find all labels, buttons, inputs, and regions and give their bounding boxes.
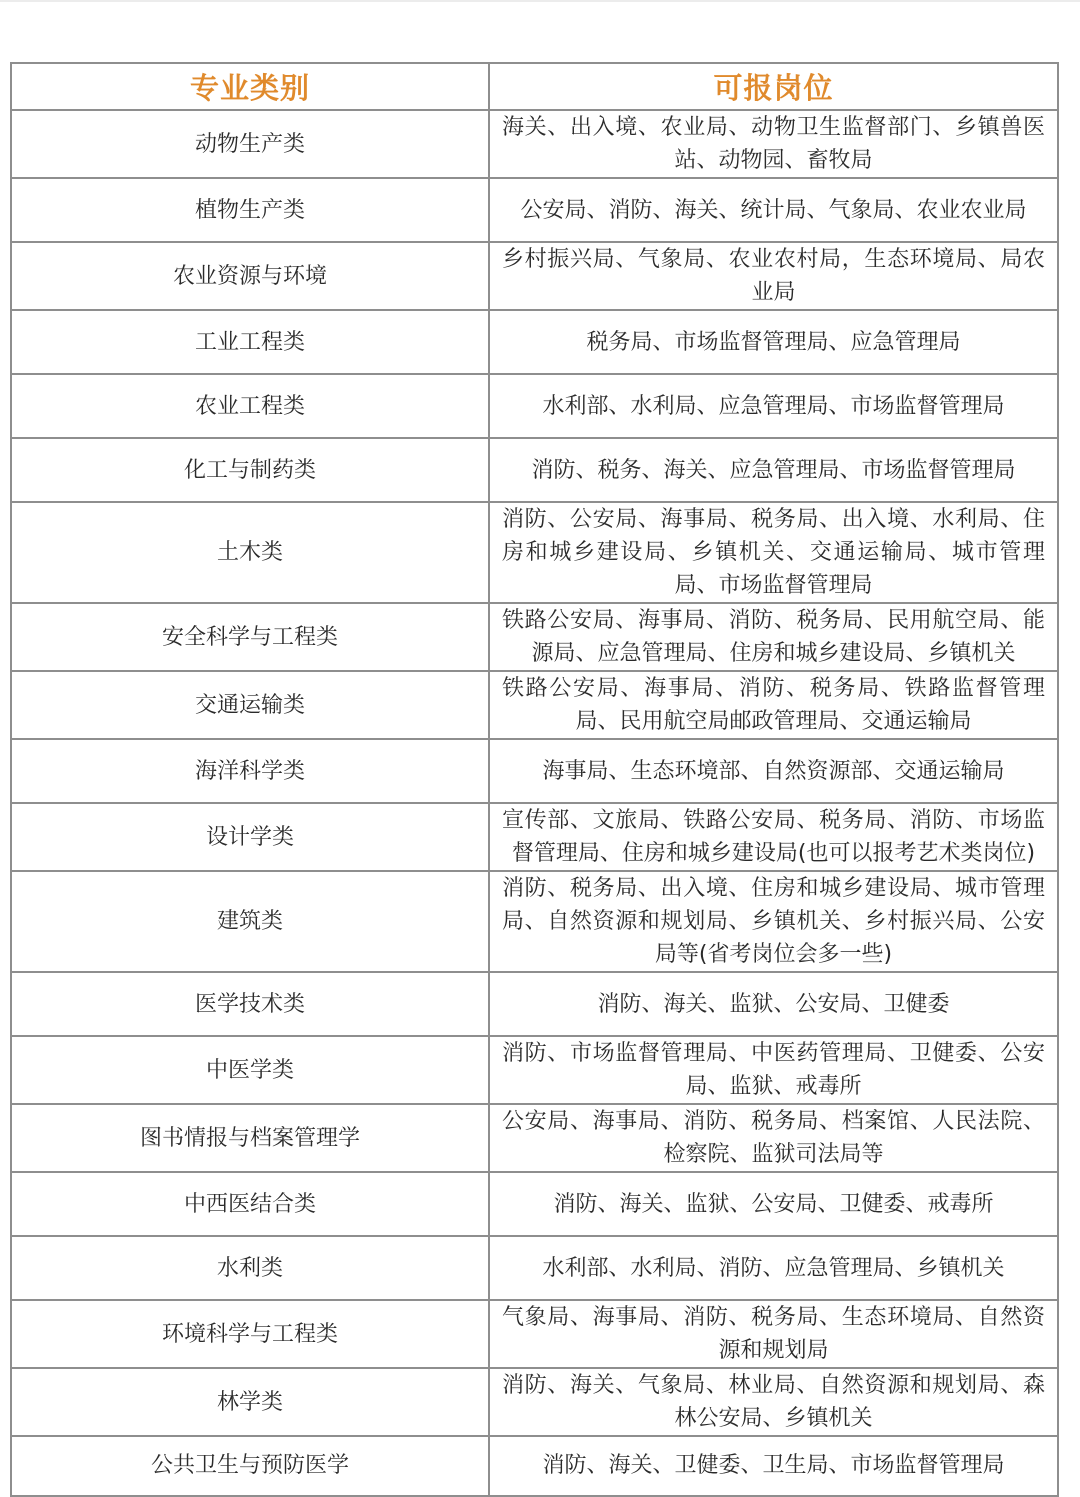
positions-cell: 消防、海关、监狱、公安局、卫健委、戒毒所 bbox=[489, 1172, 1058, 1236]
positions-cell: 乡村振兴局、气象局、农业农村局，生态环境局、局农业局 bbox=[489, 242, 1058, 310]
top-divider bbox=[0, 0, 1080, 2]
positions-cell: 水利部、水利局、应急管理局、市场监督管理局 bbox=[489, 374, 1058, 438]
category-cell: 交通运输类 bbox=[11, 671, 489, 739]
category-cell: 医学技术类 bbox=[11, 972, 489, 1036]
category-cell: 水利类 bbox=[11, 1236, 489, 1300]
table-row bbox=[11, 1300, 1058, 1368]
category-cell: 农业工程类 bbox=[11, 374, 489, 438]
category-cell: 工业工程类 bbox=[11, 310, 489, 374]
table-row bbox=[11, 671, 1058, 739]
category-cell: 图书情报与档案管理学 bbox=[11, 1104, 489, 1172]
table-row bbox=[11, 242, 1058, 310]
category-cell: 安全科学与工程类 bbox=[11, 603, 489, 671]
major-positions-table bbox=[10, 62, 1059, 1497]
positions-cell: 宣传部、文旅局、铁路公安局、税务局、消防、市场监督管理局、住房和城乡建设局(也可以报考艺术类岗位) bbox=[489, 803, 1058, 871]
category-cell: 植物生产类 bbox=[11, 178, 489, 242]
positions-cell: 消防、海关、气象局、林业局、自然资源和规划局、森林公安局、乡镇机关 bbox=[489, 1368, 1058, 1436]
positions-cell: 海关、出入境、农业局、动物卫生监督部门、乡镇兽医站、动物园、畜牧局 bbox=[489, 110, 1058, 178]
positions-cell: 铁路公安局、海事局、消防、税务局、民用航空局、能源局、应急管理局、住房和城乡建设局、乡镇机关 bbox=[489, 603, 1058, 671]
category-cell: 中医学类 bbox=[11, 1036, 489, 1104]
category-cell: 设计学类 bbox=[11, 803, 489, 871]
positions-cell: 消防、海关、监狱、公安局、卫健委 bbox=[489, 972, 1058, 1036]
positions-cell: 铁路公安局、海事局、消防、税务局、铁路监督管理局、民用航空局邮政管理局、交通运输局 bbox=[489, 671, 1058, 739]
table-row bbox=[11, 1236, 1058, 1300]
table-row bbox=[11, 972, 1058, 1036]
table-row bbox=[11, 438, 1058, 502]
category-cell: 海洋科学类 bbox=[11, 739, 489, 803]
header-major-category: 专业类别 bbox=[11, 63, 489, 110]
category-cell: 化工与制药类 bbox=[11, 438, 489, 502]
positions-cell: 消防、海关、卫健委、卫生局、市场监督管理局 bbox=[489, 1436, 1058, 1496]
positions-cell: 消防、税务、海关、应急管理局、市场监督管理局 bbox=[489, 438, 1058, 502]
table-row bbox=[11, 603, 1058, 671]
table-row bbox=[11, 1368, 1058, 1436]
table-row bbox=[11, 739, 1058, 803]
table-row bbox=[11, 374, 1058, 438]
positions-cell: 消防、税务局、出入境、住房和城乡建设局、城市管理局、自然资源和规划局、乡镇机关、乡村振兴局、公安局等(省考岗位会多一些) bbox=[489, 871, 1058, 972]
table-header-row bbox=[11, 63, 1058, 110]
category-cell: 林学类 bbox=[11, 1368, 489, 1436]
positions-cell: 气象局、海事局、消防、税务局、生态环境局、自然资源和规划局 bbox=[489, 1300, 1058, 1368]
positions-cell: 消防、公安局、海事局、税务局、出入境、水利局、住房和城乡建设局、乡镇机关、交通运输局、城市管理局、市场监督管理局 bbox=[489, 502, 1058, 603]
category-cell: 中西医结合类 bbox=[11, 1172, 489, 1236]
category-cell: 动物生产类 bbox=[11, 110, 489, 178]
positions-cell: 水利部、水利局、消防、应急管理局、乡镇机关 bbox=[489, 1236, 1058, 1300]
table-row bbox=[11, 803, 1058, 871]
table-row bbox=[11, 1436, 1058, 1496]
category-cell: 环境科学与工程类 bbox=[11, 1300, 489, 1368]
table-row bbox=[11, 1036, 1058, 1104]
table-row bbox=[11, 1172, 1058, 1236]
header-eligible-positions: 可报岗位 bbox=[489, 63, 1058, 110]
category-cell: 公共卫生与预防医学 bbox=[11, 1436, 489, 1496]
positions-cell: 消防、市场监督管理局、中医药管理局、卫健委、公安局、监狱、戒毒所 bbox=[489, 1036, 1058, 1104]
table-row bbox=[11, 178, 1058, 242]
table-row bbox=[11, 1104, 1058, 1172]
positions-cell: 公安局、消防、海关、统计局、气象局、农业农业局 bbox=[489, 178, 1058, 242]
category-cell: 建筑类 bbox=[11, 871, 489, 972]
category-cell: 土木类 bbox=[11, 502, 489, 603]
positions-cell: 公安局、海事局、消防、税务局、档案馆、人民法院、检察院、监狱司法局等 bbox=[489, 1104, 1058, 1172]
table-row bbox=[11, 871, 1058, 972]
table-row bbox=[11, 502, 1058, 603]
table-row bbox=[11, 310, 1058, 374]
major-positions-table-container bbox=[10, 62, 1057, 1497]
positions-cell: 税务局、市场监督管理局、应急管理局 bbox=[489, 310, 1058, 374]
positions-cell: 海事局、生态环境部、自然资源部、交通运输局 bbox=[489, 739, 1058, 803]
table-row bbox=[11, 110, 1058, 178]
category-cell: 农业资源与环境 bbox=[11, 242, 489, 310]
